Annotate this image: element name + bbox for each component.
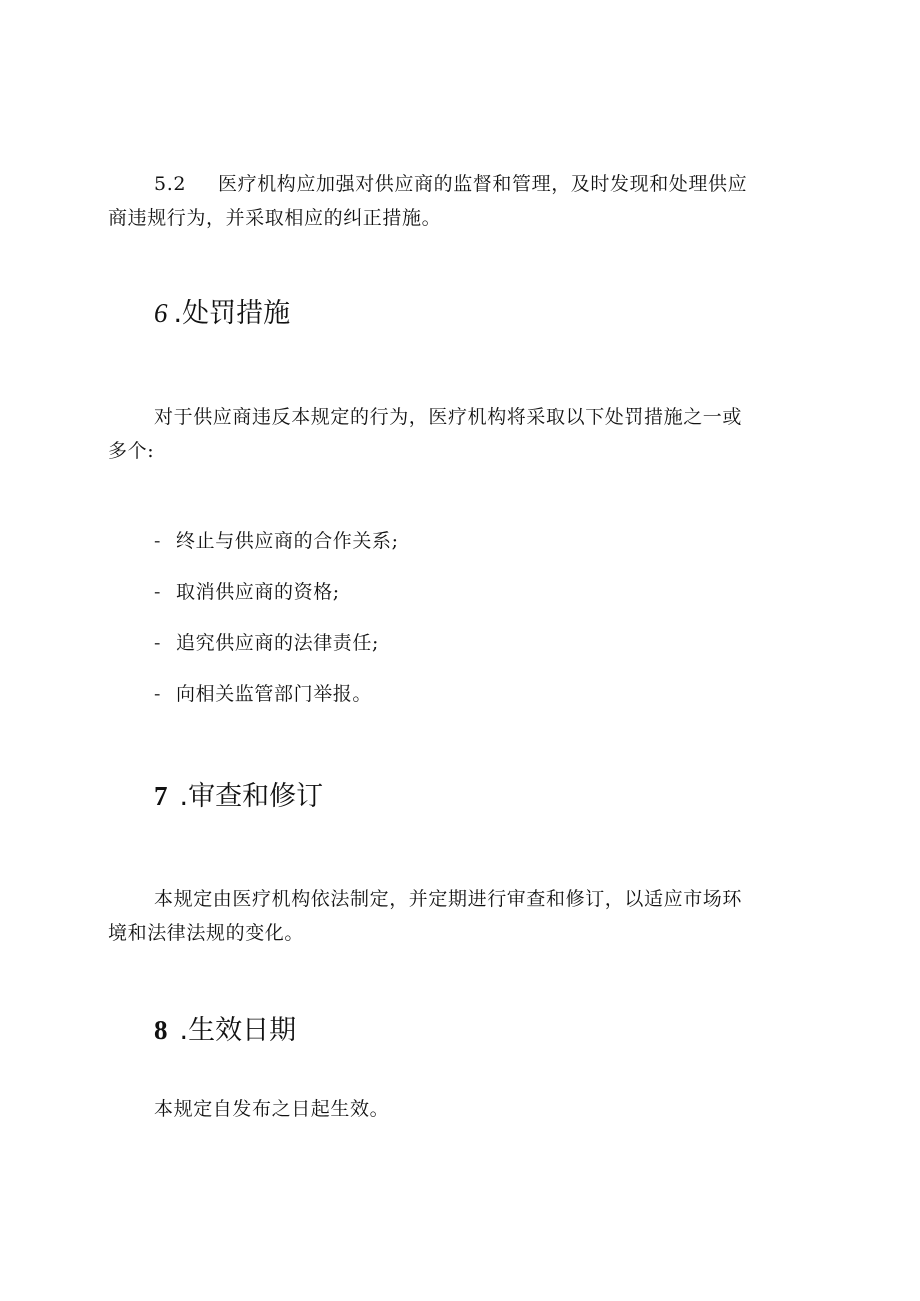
section-6-title: .处罚措施 [173,298,291,329]
section-7-line-1: 本规定由医疗机构依法制定，并定期进行审查和修订，以适应市场环 [154,888,743,910]
penalty-list [154,524,399,728]
list-item-text: 取消供应商的资格; [176,581,340,603]
section-6-heading [154,295,290,332]
clause-5-2-paragraph [108,167,804,235]
section-6-number: 6 [154,298,168,328]
section-8-paragraph [108,1092,804,1126]
list-item [154,524,399,575]
bullet-dash: - [154,581,162,603]
section-7-paragraph [108,882,804,950]
section-8-text: 本规定自发布之日起生效。 [154,1098,390,1120]
clause-5-2-text-1: 医疗机构应加强对供应商的监督和管理，及时发现和处理供应 [218,173,748,195]
section-8-title: .生效日期 [179,1015,297,1046]
section-6-intro [108,400,804,468]
clause-5-2-text-2: 商违规行为，并采取相应的纠正措施。 [108,207,442,229]
bullet-dash: - [154,530,162,552]
list-item [154,677,399,728]
section-8-number: 8 [154,1015,168,1045]
clause-5-2-line-1 [108,167,804,201]
list-item [154,626,399,677]
section-6-intro-line-2: 多个: [108,440,155,462]
bullet-dash: - [154,632,162,654]
list-item-text: 终止与供应商的合作关系; [176,530,399,552]
section-7-line-2: 境和法律法规的变化。 [108,922,305,944]
clause-number: 5.2 [154,173,187,195]
section-7-title: .审查和修订 [179,781,324,812]
list-item [154,575,399,626]
section-6-intro-line-1: 对于供应商违反本规定的行为，医疗机构将采取以下处罚措施之一或 [154,406,743,428]
list-item-text: 追究供应商的法律责任; [176,632,380,654]
section-8-heading [154,1012,296,1049]
list-item-text: 向相关监管部门举报。 [176,683,373,705]
section-7-heading [154,778,323,815]
section-7-number: 7 [154,781,168,811]
bullet-dash: - [154,683,162,705]
